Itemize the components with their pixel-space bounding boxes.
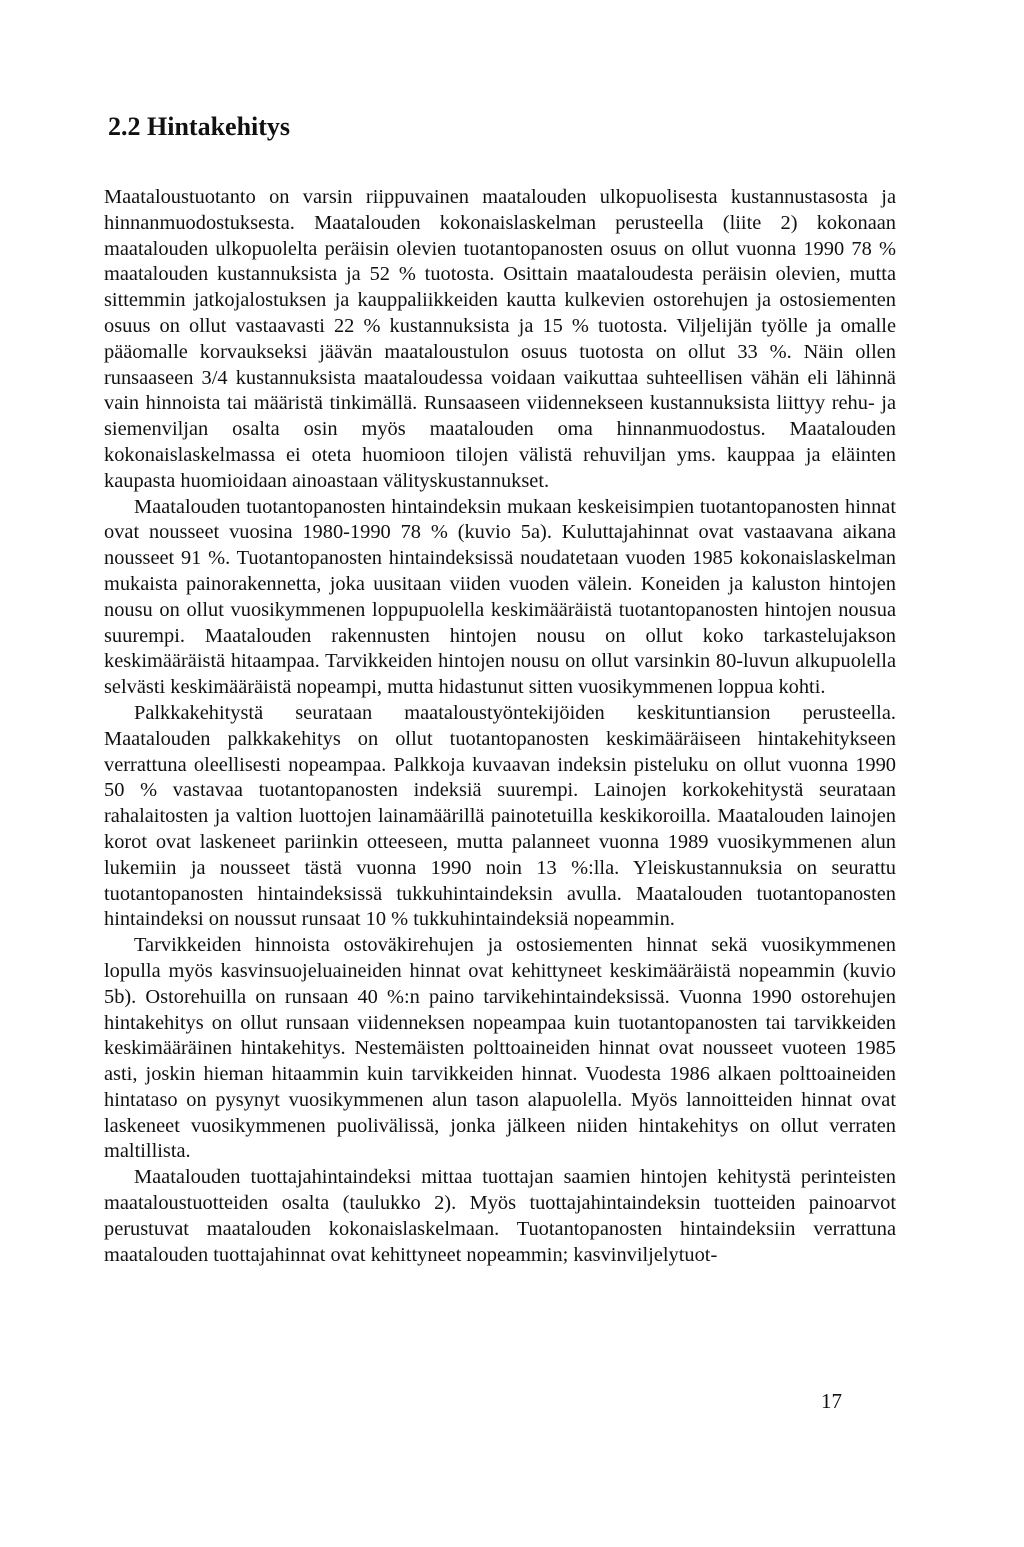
paragraph-5: Maatalouden tuottajahintaindeksi mittaa tuottajan saamien hintojen kehitystä perinteisten maataloustuotteiden osalta (taulukko 2). Myös tuottajahintaindeksin tuotteiden painoarvot perustuvat maatalouden kokonaislaskelmaan. Tuotantopanosten hintaindeksiin verrattuna maatalouden tuottajahinnat ovat kehittyneet nopeammin; kasvinviljelytuot- <box>104 1166 896 1266</box>
paragraph-3: Palkkakehitystä seurataan maataloustyöntekijöiden keskituntiansion perusteella. Maatalouden palkkakehitys on ollut tuotantopanosten keskimääräiseen hintakehitykseen verrattuna oleellisesti nopeampaa. Palkkoja kuvaavan indeksin pisteluku on ollut vuonna 1990 50 % vastavaa tuotantopanosten indeksiä suurempi. Lainojen korkokehitystä seurataan rahalaitosten ja valtion luottojen lainamäärillä painotetuilla keskikoroilla. Maatalouden lainojen korot ovat laskeneet pariinkin otteeseen, mutta palanneet vuonna 1989 vuosikymmenen alun lukemiin ja nousseet tästä vuonna 1990 noin 13 %:lla. Yleiskustannuksia on seurattu tuotantopanosten hintaindeksissä tukkuhintaindeksin avulla. Maatalouden tuotantopanosten hintaindeksi on noussut runsaat 10 % tukkuhintaindeksiä nopeammin. <box>104 701 896 931</box>
page-number: 17 <box>821 1389 842 1413</box>
section-heading: 2.2 Hintakehitys <box>108 112 291 141</box>
paragraph-1: Maataloustuotanto on varsin riippuvainen maatalouden ulkopuolisesta kustannustasosta ja hinnanmuodostuksesta. Maatalouden kokonaislaskelman perusteella (liite 2) kokonaan maatalouden ulkopuolelta peräisin olevien tuotantopanosten osuus on ollut vuonna 1990 78 % maatalouden kustannuksista ja 52 % tuotosta. Osittain maataloudesta peräisin olevien, mutta sittemmin jatkojalostuksen ja kauppaliikkeiden kautta kulkevien ostorehujen ja ostosiementen osuus on ollut vastaavasti 22 % kustannuksista ja 15 % tuotosta. Viljelijän työlle ja omalle pääomalle korvaukseksi jäävän maataloustulon osuus tuotosta on ollut 33 %. Näin ollen runsaaseen 3/4 kustannuksista maataloudessa voidaan vaikuttaa suhteellisen vähän eli lähinnä vain hinnoista tai määristä tinkimällä. Runsaaseen viidennekseen kustannuksista liittyy rehu- ja siemenviljan osalta osin myös maatalouden oma hinnanmuodostus. Maatalouden kokonaislaskelmassa ei oteta huomioon tilojen välistä rehuviljan yms. kauppaa ja eläinten kaupasta huomioidaan ainoastaan välityskustannukset. <box>104 186 896 492</box>
paragraph-2: Maatalouden tuotantopanosten hintaindeksin mukaan keskeisimpien tuotantopanosten hinnat ovat nousseet vuosina 1980-1990 78 % (kuvio 5a). Kuluttajahinnat ovat vastaavana aikana nousseet 91 %. Tuotantopanosten hintaindeksissä noudatetaan vuoden 1985 kokonaislaskelman mukaista painorakennetta, joka uusitaan viiden vuoden välein. Koneiden ja kaluston hintojen nousu on ollut vuosikymmenen loppupuolella keskimääräistä tuotantopanosten hintojen nousua suurempi. Maatalouden rakennusten hintojen nousu on ollut koko tarkastelujakson keskimääräistä hitaampaa. Tarvikkeiden hintojen nousu on ollut varsinkin 80-luvun alkupuolella selvästi keskimääräistä nopeampi, mutta hidastunut sitten vuosikymmenen loppua kohti. <box>104 495 896 699</box>
paragraph-4: Tarvikkeiden hinnoista ostoväkirehujen ja ostosiementen hinnat sekä vuosikymmenen lopulla myös kasvinsuojeluaineiden hinnat ovat kehittyneet keskimääräistä nopeammin (kuvio 5b). Ostorehuilla on runsaan 40 %:n paino tarvikehintaindeksissä. Vuonna 1990 ostorehujen hintakehitys on ollut runsaan viidenneksen nopeampaa kuin tuotantopanosten tai tarvikkeiden keskimääräinen hintakehitys. Nestemäisten polttoaineiden hinnat ovat nousseet vuoteen 1985 asti, joskin hieman hitaammin kuin tarvikkeiden hinnat. Vuodesta 1986 alkaen polttoaineiden hintataso on pysynyt vuosikymmenen alun tason alapuolella. Myös lannoitteiden hinnat ovat laskeneet vuosikymmenen puolivälissä, jonka jälkeen niiden hintakehitys on ollut verraten maltillista. <box>104 934 896 1163</box>
document-page <box>104 110 896 1268</box>
